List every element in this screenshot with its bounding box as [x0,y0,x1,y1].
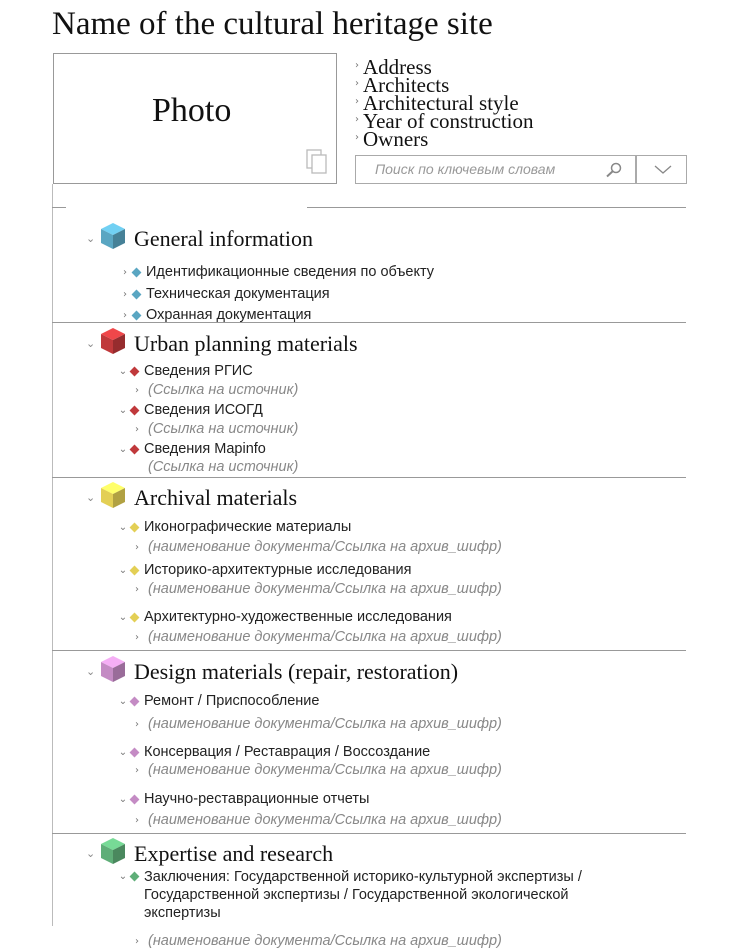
tree-item-label: Сведения ИСОГД [144,402,263,418]
source-link[interactable]: (наименование документа/Ссылка на архив_шифр) [148,812,502,828]
chevron-down-icon [654,165,672,175]
tree-item[interactable] [120,286,330,302]
page-title: Name of the cultural heritage site [52,6,493,42]
section-header-design-materials-repair-restoration[interactable] [86,655,458,688]
cube-icon [100,327,126,360]
tree-item[interactable] [118,363,253,379]
chevron-right-icon: › [355,60,359,71]
tree-item[interactable] [118,402,263,418]
tree-item[interactable] [120,264,434,280]
chevron-down-icon[interactable]: ⌄ [118,564,128,576]
chevron-down-icon[interactable]: ⌄ [86,232,96,245]
photo-label: Photo [152,92,232,129]
search-icon[interactable] [605,162,623,178]
meta-field-year-of-construction[interactable]: › Year of construction [355,109,534,133]
chevron-down-icon[interactable]: ⌄ [118,611,128,623]
meta-field-architects[interactable]: › Architects [355,73,450,97]
chevron-right-icon[interactable]: › [123,309,127,321]
tree-item-label: Ремонт / Приспособление [144,693,320,709]
tree-item[interactable] [118,562,412,578]
search-dropdown-button[interactable] [636,155,687,184]
source-link-row[interactable] [132,933,502,949]
chevron-right-icon: › [355,132,359,143]
meta-field-architectural-style[interactable]: › Architectural style [355,91,519,115]
source-link-row[interactable] [132,581,502,597]
diamond-icon [130,565,140,575]
section-header-archival-materials[interactable] [86,481,297,514]
chevron-down-icon[interactable]: ⌄ [86,491,96,504]
divider [307,207,686,208]
tree-item-label: Сведения РГИС [144,363,253,379]
chevron-right-icon[interactable]: › [135,541,139,553]
chevron-down-icon[interactable]: ⌄ [86,847,96,860]
copy-icon[interactable] [306,149,328,175]
chevron-right-icon[interactable]: › [135,718,139,730]
diamond-icon [130,405,140,415]
search-input[interactable] [355,155,636,184]
chevron-right-icon[interactable]: › [135,764,139,776]
chevron-right-icon[interactable]: › [123,266,127,278]
chevron-right-icon: › [355,96,359,107]
chevron-right-icon[interactable]: › [135,935,139,947]
photo-placeholder [53,53,337,184]
source-link[interactable]: (наименование документа/Ссылка на архив_шифр) [148,629,502,645]
tree-item[interactable] [118,744,430,760]
search-placeholder: Поиск по ключевым словам [375,161,556,177]
chevron-right-icon[interactable]: › [135,423,139,435]
source-link-row[interactable] [132,539,502,555]
diamond-icon [132,267,142,277]
source-link-row[interactable] [132,812,502,828]
source-link-row[interactable] [132,421,298,437]
source-link[interactable]: (наименование документа/Ссылка на архив_шифр) [148,716,502,732]
tree-item-label: Охранная документация [146,307,312,323]
source-link-row[interactable] [132,382,298,398]
section-title: Archival materials [134,484,298,510]
tree-item-label: Архитектурно-художественные исследования [144,609,452,625]
section-title: Urban planning materials [134,330,358,356]
tree-item[interactable] [118,791,369,807]
tree-item[interactable] [120,307,311,323]
diamond-icon [130,794,140,804]
chevron-right-icon: › [355,78,359,89]
section-header-urban-planning-materials[interactable] [86,327,358,360]
tree-item[interactable] [118,868,614,922]
source-link-row[interactable] [132,716,502,732]
diamond-icon [132,310,142,320]
chevron-down-icon[interactable]: ⌄ [118,793,128,805]
chevron-down-icon[interactable]: ⌄ [118,871,128,882]
chevron-down-icon[interactable]: ⌄ [118,404,128,416]
chevron-right-icon[interactable]: › [135,631,139,643]
tree-item[interactable] [118,441,266,457]
tree-item[interactable] [118,609,452,625]
tree-item-label: Научно-реставрационные отчеты [144,791,370,807]
tree-item-label: Консервация / Реставрация / Воссоздание [144,744,431,760]
source-link[interactable]: (наименование документа/Ссылка на архив_шифр) [148,581,502,597]
source-link[interactable]: (наименование документа/Ссылка на архив_шифр) [148,539,502,555]
diamond-icon [130,612,140,622]
chevron-down-icon[interactable]: ⌄ [118,695,128,707]
chevron-down-icon[interactable]: ⌄ [86,665,96,678]
divider [52,650,686,651]
chevron-right-icon[interactable]: › [135,384,139,396]
cube-icon [100,655,126,688]
chevron-down-icon[interactable]: ⌄ [118,746,128,758]
chevron-right-icon[interactable]: › [135,583,139,595]
tree-item-label: Историко-архитектурные исследования [144,562,412,578]
chevron-right-icon[interactable]: › [135,814,139,826]
diamond-icon [130,872,140,882]
source-link-row[interactable] [132,762,502,778]
chevron-down-icon[interactable]: ⌄ [118,365,128,377]
cube-icon [100,222,126,255]
section-header-general-information[interactable] [86,222,313,255]
source-link-row[interactable] [132,459,298,475]
tree-item-label: Техническая документация [146,286,330,302]
diamond-icon [130,366,140,376]
tree-item-label: Сведения Mapinfo [144,441,266,457]
source-link-row[interactable] [132,629,502,645]
divider [52,833,686,834]
diamond-icon [130,747,140,757]
chevron-down-icon[interactable]: ⌄ [118,521,128,533]
tree-item-label: Идентификационные сведения по объекту [146,264,435,280]
divider [52,207,66,208]
meta-field-owners[interactable]: › Owners [355,127,429,151]
source-link[interactable]: (наименование документа/Ссылка на архив_шифр) [148,933,502,949]
meta-field-list [355,55,534,151]
chevron-right-icon[interactable]: › [123,288,127,300]
frame-border [52,184,53,926]
diamond-icon [130,444,140,454]
source-link[interactable]: (Ссылка на источник) [148,421,299,437]
chevron-down-icon[interactable]: ⌄ [118,443,128,455]
diamond-icon [132,289,142,299]
diamond-icon [130,522,140,532]
section-title: Design materials (repair, restoration) [134,658,459,684]
section-title: General information [134,225,313,251]
section-header-expertise-and-research[interactable] [86,837,333,870]
source-link[interactable]: (наименование документа/Ссылка на архив_шифр) [148,762,502,778]
chevron-right-icon: › [355,114,359,125]
meta-field-address[interactable]: › Address [355,55,432,79]
section-title: Expertise and research [134,840,334,866]
tree-item[interactable] [118,519,351,535]
cube-icon [100,837,126,870]
cube-icon [100,481,126,514]
tree-item[interactable] [118,693,319,709]
tree-item-label: Иконографические материалы [144,519,352,535]
tree-item-label: Заключения: Государственной историко-культурной экспертизы / Государственной экспертизы / Государственной экологической экспертизы [144,869,582,921]
source-link[interactable]: (Ссылка на источник) [148,459,299,475]
source-link[interactable]: (Ссылка на источник) [148,382,299,398]
chevron-down-icon[interactable]: ⌄ [86,337,96,350]
diamond-icon [130,696,140,706]
divider [52,477,686,478]
